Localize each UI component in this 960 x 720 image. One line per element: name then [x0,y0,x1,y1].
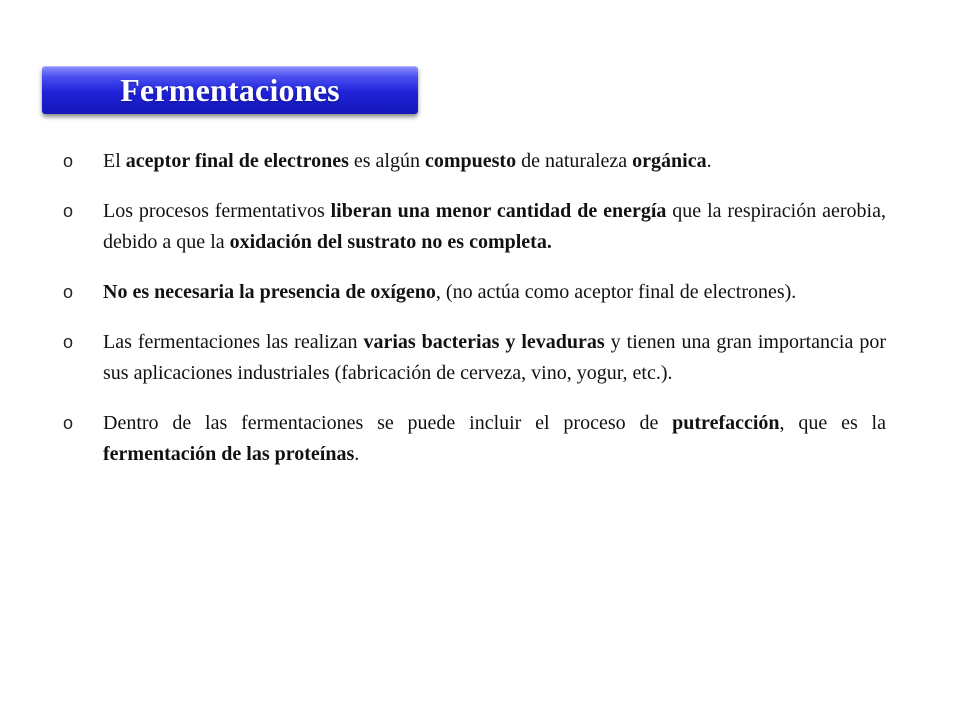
item-text [103,412,886,465]
bold-segment: No es necesaria la presencia de oxígeno [103,281,436,303]
text-segment: es algún [348,150,425,172]
text-segment: El [103,150,126,172]
bold-segment: orgánica [632,150,707,172]
bold-segment: compuesto [424,150,517,172]
list-item [63,146,886,177]
bold-segment: liberan una menor cantidad de energía [330,200,667,222]
text-segment: Las fermentaciones las realizan [103,331,364,353]
text-segment: Dentro de las fermentaciones se puede incluir el proceso de [103,412,673,434]
bullet-marker: o [63,282,74,302]
item-text [103,281,796,303]
bold-segment: aceptor final de electrones [125,150,349,172]
list-item [63,327,886,389]
list-item [63,408,886,470]
text-segment: , que es la [779,412,886,434]
bold-segment: oxidación del sustrato no es completa. [229,231,552,253]
item-text [103,200,886,253]
text-segment: de naturaleza [516,150,633,172]
bullet-marker: o [63,151,74,171]
text-segment: que la respiración aerobia, debido a que la [103,200,886,253]
list-item [63,277,886,308]
bullet-list [63,146,886,489]
text-segment: , (no actúa como aceptor final de electrones). [435,281,797,303]
bold-segment: fermentación de las proteínas [103,443,355,465]
list-item [63,196,886,258]
bold-segment: putrefacción [672,412,780,434]
text-segment: Los procesos fermentativos [103,200,331,222]
text-segment: y tienen una gran importancia por sus aplicaciones industriales (fabricación de cerveza, vino, yogur, etc.). [103,331,886,384]
page-title: Fermentaciones [120,71,340,108]
bold-segment: varias bacterias y levaduras [363,331,605,353]
bullet-marker: o [63,413,74,433]
item-text [103,331,886,384]
bullet-marker: o [63,332,74,352]
text-segment: . [706,150,712,172]
title-banner [42,66,418,114]
bullet-marker: o [63,201,74,221]
item-text [103,150,712,172]
text-segment: . [354,443,360,465]
